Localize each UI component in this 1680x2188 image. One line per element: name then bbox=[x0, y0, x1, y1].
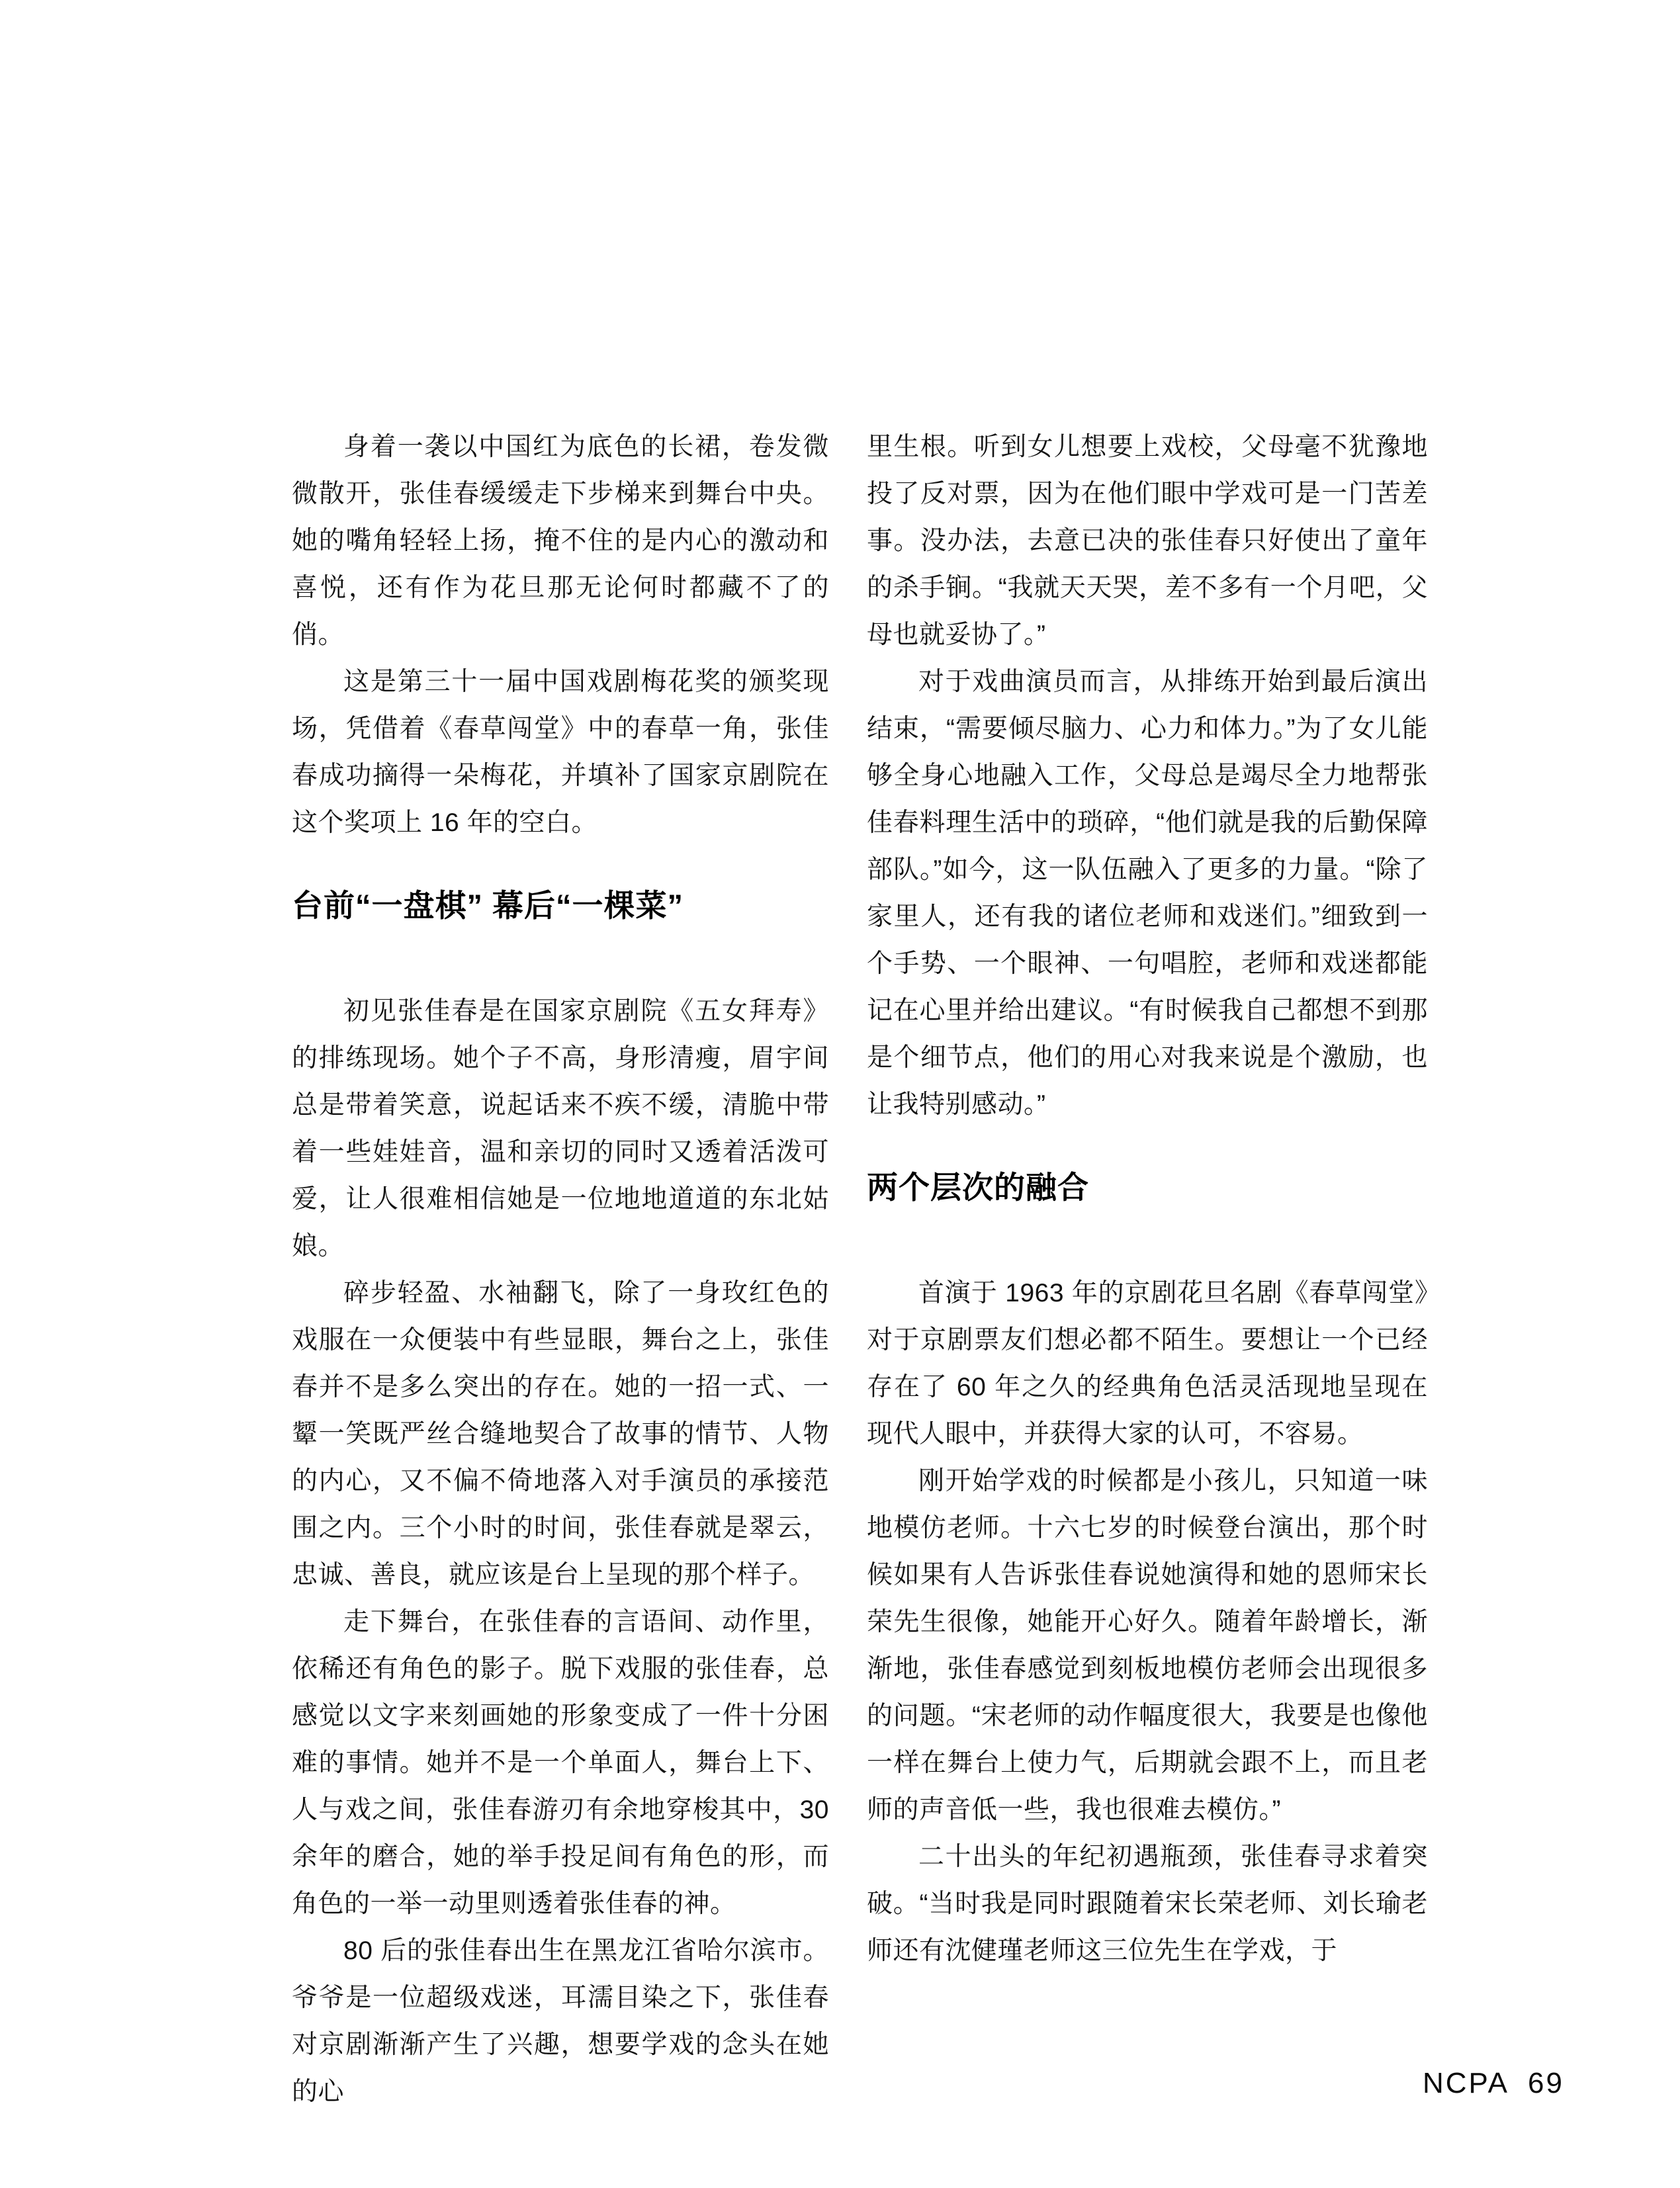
paragraph: 刚开始学戏的时候都是小孩儿，只知道一味地模仿老师。十六七岁的时候登台演出，那个时候如果有人告诉张佳春说她演得和她的恩师宋长荣先生很像，她能开心好久。随着年龄增长，渐渐地，张佳春感觉到刻板地模仿老师会出现很多的问题。“宋老师的动作幅度很大，我要是也像他一样在舞台上使力气，后期就会跟不上，而且老师的声音低一些，我也很难去模仿。” bbox=[867, 1467, 1428, 1824]
page-footer bbox=[1423, 2067, 1564, 2100]
article-column-right bbox=[867, 423, 1428, 1974]
paragraph: 80 后的张佳春出生在黑龙江省哈尔滨市。爷爷是一位超级戏迷，耳濡目染之下，张佳春对京剧渐渐产生了兴趣，想要学戏的念头在她的心 bbox=[292, 1937, 829, 2106]
page-number: 69 bbox=[1527, 2067, 1564, 2099]
section-heading: 台前“一盘棋” 幕后“一棵菜” bbox=[292, 888, 684, 923]
article-column-left bbox=[292, 423, 829, 2115]
paragraph: 初见张佳春是在国家京剧院《五女拜寿》的排练现场。她个子不高，身形清瘦，眉宇间总是带着笑意，说起话来不疾不缓，清脆中带着一些娃娃音，温和亲切的同时又透着活泼可爱，让人很难相信她是一位地地道道的东北姑娘。 bbox=[292, 997, 829, 1260]
paragraph: 二十出头的年纪初遇瓶颈，张佳春寻求着突破。“当时我是同时跟随着宋长荣老师、刘长瑜老师还有沈健瑾老师这三位先生在学戏，于 bbox=[867, 1843, 1428, 1965]
section-heading: 两个层次的融合 bbox=[867, 1170, 1089, 1205]
paragraph: 走下舞台，在张佳春的言语间、动作里，依稀还有角色的影子。脱下戏服的张佳春，总感觉以文字来刻画她的形象变成了一件十分困难的事情。她并不是一个单面人，舞台上下、人与戏之间，张佳春游刃有余地穿梭其中，30 余年的磨合，她的举手投足间有角色的形，而角色的一举一动里则透着张佳春的神。 bbox=[292, 1608, 829, 1918]
paragraph: 这是第三十一届中国戏剧梅花奖的颁奖现场，凭借着《春草闯堂》中的春草一角，张佳春成功摘得一朵梅花，并填补了国家京剧院在这个奖项上 16 年的空白。 bbox=[292, 668, 829, 837]
paragraph: 首演于 1963 年的京剧花旦名剧《春草闯堂》对于京剧票友们想必都不陌生。要想让一个已经存在了 60 年之久的经典角色活灵活现地呈现在现代人眼中，并获得大家的认可，不容易。 bbox=[867, 1279, 1428, 1448]
paragraph: 里生根。听到女儿想要上戏校，父母毫不犹豫地投了反对票，因为在他们眼中学戏可是一门苦差事。没办法，去意已决的张佳春只好使出了童年的杀手锏。“我就天天哭，差不多有一个月吧，父母也就妥协了。” bbox=[867, 433, 1428, 649]
paragraph: 身着一袭以中国红为底色的长裙，卷发微微散开，张佳春缓缓走下步梯来到舞台中央。她的嘴角轻轻上扬，掩不住的是内心的激动和喜悦，还有作为花旦那无论何时都藏不了的俏。 bbox=[292, 433, 829, 649]
paragraph: 碎步轻盈、水袖翻飞，除了一身玫红色的戏服在一众便装中有些显眼，舞台之上，张佳春并不是多么突出的存在。她的一招一式、一颦一笑既严丝合缝地契合了故事的情节、人物的内心，又不偏不倚地落入对手演员的承接范围之内。三个小时的时间，张佳春就是翠云，忠诚、善良，就应该是台上呈现的那个样子。 bbox=[292, 1279, 829, 1589]
paragraph: 对于戏曲演员而言，从排练开始到最后演出结束，“需要倾尽脑力、心力和体力。”为了女儿能够全身心地融入工作，父母总是竭尽全力地帮张佳春料理生活中的琐碎，“他们就是我的后勤保障部队。”如今，这一队伍融入了更多的力量。“除了家里人，还有我的诸位老师和戏迷们。”细致到一个手势、一个眼神、一句唱腔，老师和戏迷都能记在心里并给出建议。“有时候我自己都想不到那是个细节点，他们的用心对我来说是个激励，也让我特别感动。” bbox=[867, 668, 1428, 1119]
ncpa-label: NCPA bbox=[1423, 2067, 1509, 2099]
